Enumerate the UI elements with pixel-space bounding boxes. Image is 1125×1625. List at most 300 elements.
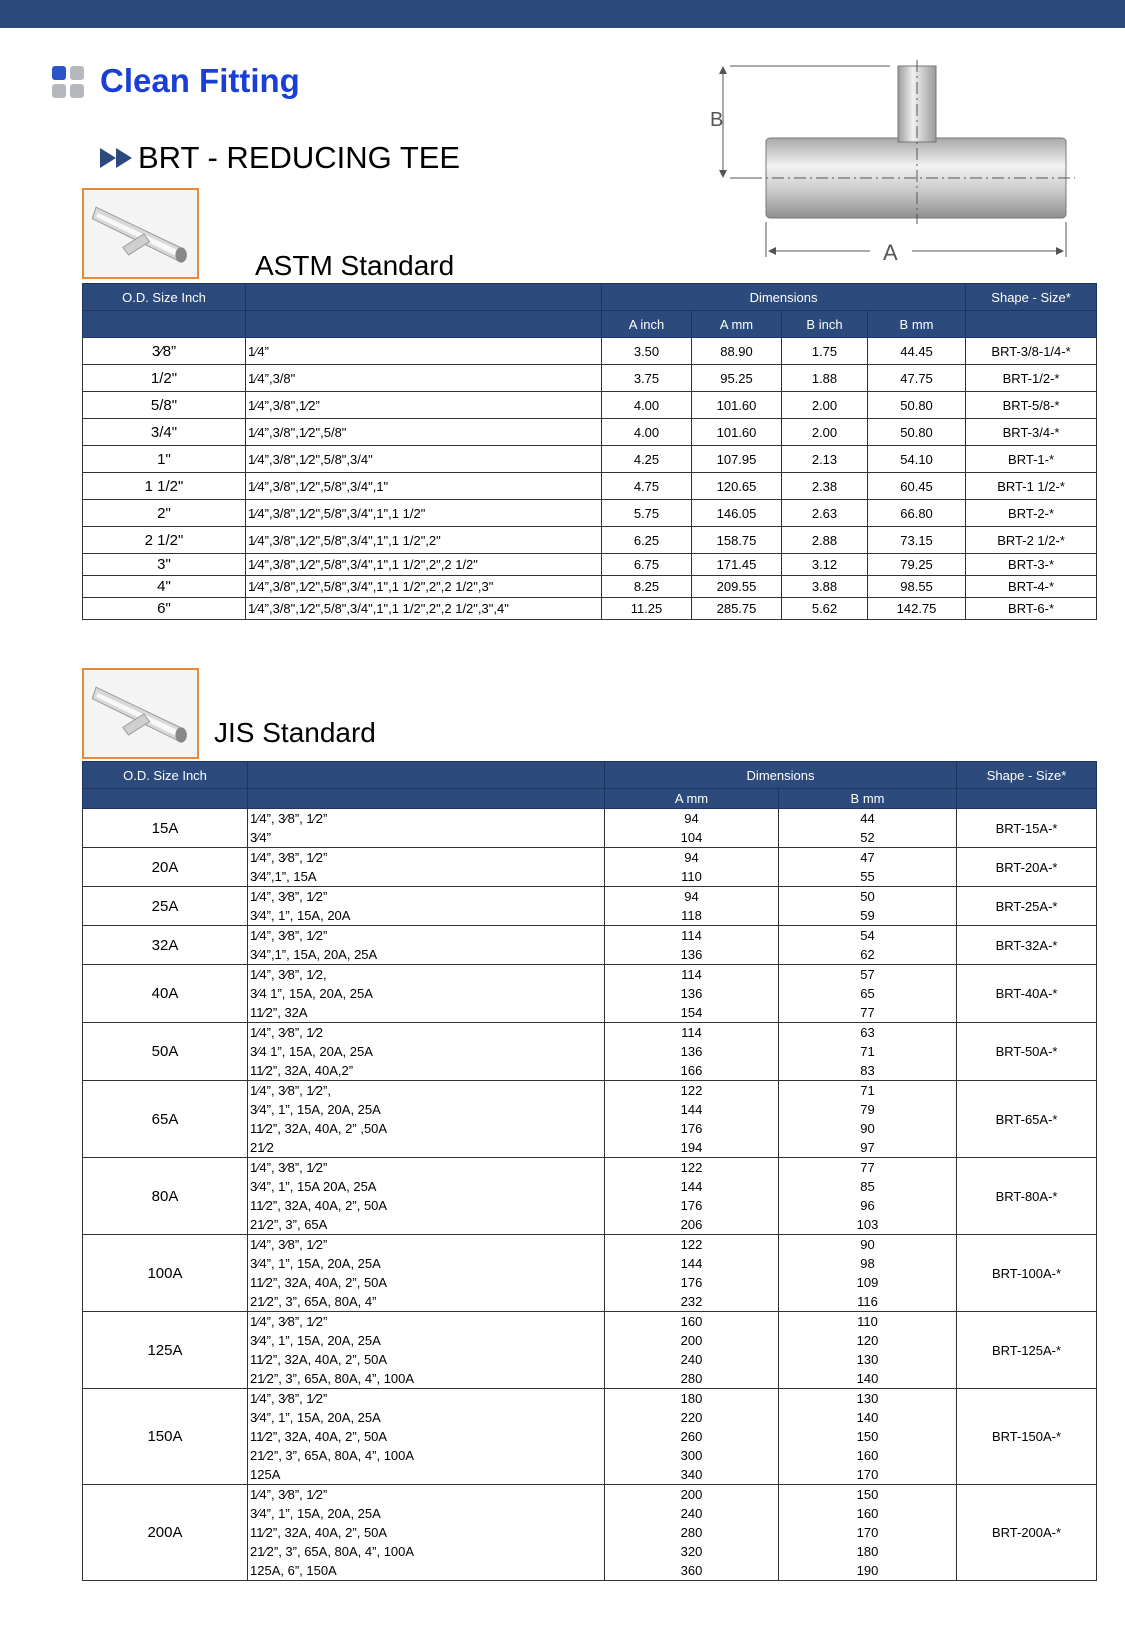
b-inch-cell: 1.75 bbox=[782, 338, 868, 365]
od-size-cell: 6" bbox=[83, 598, 246, 620]
b-mm-cell-line: 59 bbox=[860, 908, 875, 923]
b-mm-cell-line: 96 bbox=[860, 1198, 875, 1213]
branch-size-cell bbox=[248, 1023, 605, 1081]
b-mm-cell-line: 140 bbox=[856, 1410, 879, 1425]
b-mm-cell-line: 65 bbox=[860, 986, 875, 1001]
shape-size-cell: BRT-25A-* bbox=[957, 887, 1097, 926]
branch-size-cell-line: 11⁄2”, 32A bbox=[250, 1005, 308, 1020]
b-mm-cell-line: 116 bbox=[857, 1294, 878, 1309]
b-mm-cell: 54.10 bbox=[868, 446, 966, 473]
branch-size-cell-line: 3⁄4”, 1”, 15A, 20A, 25A bbox=[250, 1102, 381, 1117]
branch-size-cell-line: 21⁄2”, 3”, 65A bbox=[250, 1217, 328, 1232]
b-mm-cell-line: 71 bbox=[860, 1044, 875, 1059]
branch-size-cell-line: 3⁄4”, 1”, 15A, 20A, 25A bbox=[250, 1256, 381, 1271]
a-mm-cell bbox=[605, 887, 779, 926]
b-inch-header: B inch bbox=[782, 311, 868, 338]
b-mm-cell bbox=[779, 848, 957, 887]
b-mm-cell: 50.80 bbox=[868, 419, 966, 446]
b-mm-cell: 44.45 bbox=[868, 338, 966, 365]
a-mm-cell-line: 260 bbox=[680, 1429, 703, 1444]
branch-size-cell-line: 1⁄4”, 3⁄8”, 1⁄2” bbox=[250, 1314, 328, 1329]
shape-size-cell: BRT-1 1/2-* bbox=[966, 473, 1097, 500]
shape-size-cell: BRT-32A-* bbox=[957, 926, 1097, 965]
b-mm-cell-line: 170 bbox=[856, 1525, 879, 1540]
a-mm-cell-line: 320 bbox=[680, 1544, 703, 1559]
shape-size-cell: BRT-2-* bbox=[966, 500, 1097, 527]
branch-size-cell: 1⁄4”,3/8",1⁄2",5/8" bbox=[246, 419, 602, 446]
b-mm-cell bbox=[779, 1023, 957, 1081]
b-mm-cell bbox=[779, 1158, 957, 1235]
branch-size-cell-line: 11⁄2”, 32A, 40A, 2”, 50A bbox=[250, 1525, 388, 1540]
a-inch-cell: 4.25 bbox=[602, 446, 692, 473]
b-inch-cell: 2.63 bbox=[782, 500, 868, 527]
astm-header-row bbox=[83, 284, 1097, 311]
a-mm-cell-line: 122 bbox=[680, 1083, 703, 1098]
product-thumbnail-astm bbox=[82, 188, 199, 279]
double-arrow-icon bbox=[100, 146, 134, 170]
a-mm-cell-line: 220 bbox=[680, 1410, 703, 1425]
a-mm-cell bbox=[605, 1389, 779, 1485]
jis-subheader-row bbox=[83, 789, 1097, 809]
b-mm-cell-line: 170 bbox=[856, 1467, 879, 1482]
od-size-cell: 20A bbox=[83, 848, 248, 887]
od-size-cell: 2 1/2" bbox=[83, 527, 246, 554]
shape-size-cell: BRT-1-* bbox=[966, 446, 1097, 473]
branch-size-cell-line: 11⁄2”, 32A, 40A, 2” ,50A bbox=[250, 1121, 388, 1136]
a-mm-cell-line: 94 bbox=[684, 889, 699, 904]
branch-size-cell-line: 125A bbox=[250, 1467, 281, 1482]
branch-size-cell: 1⁄4”,3/8",1⁄2",5/8",3/4",1" bbox=[246, 473, 602, 500]
b-mm-cell bbox=[779, 887, 957, 926]
a-mm-cell: 209.55 bbox=[692, 576, 782, 598]
diagram-label-a: A bbox=[883, 240, 898, 265]
branch-size-cell bbox=[248, 926, 605, 965]
table-row bbox=[83, 392, 1097, 419]
b-mm-cell-line: 62 bbox=[860, 947, 875, 962]
branch-size-cell bbox=[248, 809, 605, 848]
a-mm-cell-line: 232 bbox=[680, 1294, 703, 1309]
table-row bbox=[83, 527, 1097, 554]
b-mm-cell-line: 103 bbox=[856, 1217, 879, 1232]
a-inch-cell: 3.50 bbox=[602, 338, 692, 365]
od-size-cell: 2" bbox=[83, 500, 246, 527]
branch-size-cell: 1⁄4”,3/8",1⁄2",5/8",3/4" bbox=[246, 446, 602, 473]
b-mm-cell-line: 83 bbox=[860, 1063, 875, 1078]
branch-size-cell-line: 3⁄4”, 1”, 15A, 20A, 25A bbox=[250, 1333, 381, 1348]
a-mm-cell-line: 200 bbox=[680, 1333, 703, 1348]
a-mm-cell-line: 176 bbox=[680, 1121, 703, 1136]
tee-dimension-diagram bbox=[710, 52, 1090, 277]
table-row bbox=[83, 500, 1097, 527]
a-mm-cell-line: 136 bbox=[680, 947, 703, 962]
a-mm-cell: 171.45 bbox=[692, 554, 782, 576]
a-mm-cell bbox=[605, 1485, 779, 1581]
b-mm-cell-line: 85 bbox=[860, 1179, 875, 1194]
branch-size-cell bbox=[248, 1081, 605, 1158]
branch-size-cell-line: 11⁄2”, 32A, 40A, 2”, 50A bbox=[250, 1275, 388, 1290]
shape-size-cell: BRT-40A-* bbox=[957, 965, 1097, 1023]
branch-size-cell-line: 1⁄4”, 3⁄8”, 1⁄2 bbox=[250, 1025, 323, 1040]
a-mm-cell-line: 176 bbox=[680, 1275, 703, 1290]
b-mm-cell bbox=[779, 1485, 957, 1581]
a-inch-cell: 4.00 bbox=[602, 392, 692, 419]
branch-size-cell bbox=[248, 1485, 605, 1581]
od-size-cell: 3⁄8” bbox=[83, 338, 246, 365]
a-inch-cell: 4.00 bbox=[602, 419, 692, 446]
b-inch-cell: 3.88 bbox=[782, 576, 868, 598]
branch-size-cell bbox=[248, 1158, 605, 1235]
a-mm-cell-line: 240 bbox=[680, 1506, 703, 1521]
b-inch-cell: 3.12 bbox=[782, 554, 868, 576]
table-row bbox=[83, 1158, 1097, 1235]
b-mm-cell bbox=[779, 926, 957, 965]
b-mm-cell-line: 71 bbox=[860, 1083, 875, 1098]
shape-size-cell: BRT-125A-* bbox=[957, 1312, 1097, 1389]
a-mm-cell: 95.25 bbox=[692, 365, 782, 392]
od-size-cell: 100A bbox=[83, 1235, 248, 1312]
b-mm-cell-line: 77 bbox=[860, 1160, 875, 1175]
b-mm-header: B mm bbox=[779, 789, 957, 809]
b-mm-cell: 142.75 bbox=[868, 598, 966, 620]
a-mm-header: A mm bbox=[692, 311, 782, 338]
b-mm-cell-line: 130 bbox=[856, 1352, 879, 1367]
a-mm-cell-line: 280 bbox=[680, 1525, 703, 1540]
od-size-cell: 1" bbox=[83, 446, 246, 473]
branch-size-cell: 1⁄4”,3/8",1⁄2",5/8",3/4",1",1 1/2",2",2 1/2",3" bbox=[246, 576, 602, 598]
table-row bbox=[83, 338, 1097, 365]
branch-size-cell bbox=[248, 848, 605, 887]
a-mm-cell bbox=[605, 965, 779, 1023]
b-mm-cell bbox=[779, 1312, 957, 1389]
shape-size-cell: BRT-3-* bbox=[966, 554, 1097, 576]
table-row bbox=[83, 1023, 1097, 1081]
od-size-header: O.D. Size Inch bbox=[83, 762, 248, 789]
table-row bbox=[83, 809, 1097, 848]
a-mm-cell bbox=[605, 1235, 779, 1312]
a-inch-cell: 6.75 bbox=[602, 554, 692, 576]
b-mm-header: B mm bbox=[868, 311, 966, 338]
a-mm-cell: 158.75 bbox=[692, 527, 782, 554]
branch-size-cell: 1⁄4”,3/8",1⁄2",5/8",3/4",1",1 1/2",2",2 1/2" bbox=[246, 554, 602, 576]
branch-size-cell-line: 3⁄4”,1”, 15A bbox=[250, 869, 317, 884]
astm-subheader-row bbox=[83, 311, 1097, 338]
od-size-cell: 3/4" bbox=[83, 419, 246, 446]
branch-size-cell bbox=[248, 887, 605, 926]
branch-size-cell: 1⁄4”,3/8",1⁄2",5/8",3/4",1",1 1/2" bbox=[246, 500, 602, 527]
branch-size-cell: 1⁄4”,3/8",1⁄2",5/8",3/4",1",1 1/2",2" bbox=[246, 527, 602, 554]
b-inch-cell: 2.00 bbox=[782, 392, 868, 419]
branch-size-cell: 1⁄4”,3/8",1⁄2” bbox=[246, 392, 602, 419]
a-mm-cell-line: 300 bbox=[680, 1448, 703, 1463]
a-mm-cell-line: 122 bbox=[680, 1237, 703, 1252]
a-mm-cell-line: 180 bbox=[680, 1391, 703, 1406]
shape-size-cell: BRT-65A-* bbox=[957, 1081, 1097, 1158]
shape-size-cell: BRT-50A-* bbox=[957, 1023, 1097, 1081]
table-row bbox=[83, 1235, 1097, 1312]
a-mm-cell-line: 94 bbox=[684, 811, 699, 826]
b-mm-cell-line: 150 bbox=[856, 1487, 879, 1502]
shape-size-cell: BRT-200A-* bbox=[957, 1485, 1097, 1581]
branch-size-cell-line: 1⁄4”, 3⁄8”, 1⁄2” bbox=[250, 1391, 328, 1406]
table-row bbox=[83, 887, 1097, 926]
b-mm-cell-line: 190 bbox=[856, 1563, 879, 1578]
a-mm-cell: 107.95 bbox=[692, 446, 782, 473]
od-size-cell: 3" bbox=[83, 554, 246, 576]
shape-size-cell: BRT-15A-* bbox=[957, 809, 1097, 848]
b-inch-cell: 2.38 bbox=[782, 473, 868, 500]
shape-size-header: Shape - Size* bbox=[966, 284, 1097, 311]
b-mm-cell-line: 52 bbox=[860, 830, 875, 845]
jis-dimension-table bbox=[82, 761, 1097, 1581]
od-size-cell: 15A bbox=[83, 809, 248, 848]
top-banner bbox=[0, 0, 1125, 28]
a-mm-cell-line: 154 bbox=[680, 1005, 703, 1020]
branch-size-cell-line: 1⁄4”, 3⁄8”, 1⁄2” bbox=[250, 889, 328, 904]
b-inch-cell: 2.88 bbox=[782, 527, 868, 554]
b-mm-cell bbox=[779, 1235, 957, 1312]
od-size-cell: 25A bbox=[83, 887, 248, 926]
product-title-text: BRT - REDUCING TEE bbox=[138, 140, 461, 175]
a-mm-cell-line: 144 bbox=[680, 1256, 703, 1271]
branch-size-cell: 1⁄4”,3/8" bbox=[246, 365, 602, 392]
shape-size-cell: BRT-20A-* bbox=[957, 848, 1097, 887]
table-row bbox=[83, 1485, 1097, 1581]
a-mm-cell bbox=[605, 926, 779, 965]
a-mm-header: A mm bbox=[605, 789, 779, 809]
a-mm-cell: 101.60 bbox=[692, 392, 782, 419]
od-size-cell: 1 1/2" bbox=[83, 473, 246, 500]
b-mm-cell: 79.25 bbox=[868, 554, 966, 576]
b-mm-cell-line: 130 bbox=[856, 1391, 879, 1406]
a-mm-cell-line: 114 bbox=[681, 967, 702, 982]
od-size-cell: 32A bbox=[83, 926, 248, 965]
table-row bbox=[83, 554, 1097, 576]
a-inch-cell: 4.75 bbox=[602, 473, 692, 500]
a-mm-cell-line: 360 bbox=[680, 1563, 703, 1578]
a-inch-header: A inch bbox=[602, 311, 692, 338]
b-mm-cell-line: 47 bbox=[860, 850, 875, 865]
branch-size-cell bbox=[248, 965, 605, 1023]
a-mm-cell-line: 206 bbox=[680, 1217, 703, 1232]
shape-size-cell: BRT-3/4-* bbox=[966, 419, 1097, 446]
astm-dimension-table bbox=[82, 283, 1097, 620]
a-mm-cell-line: 110 bbox=[681, 869, 702, 884]
b-mm-cell bbox=[779, 809, 957, 848]
b-mm-cell-line: 54 bbox=[860, 928, 875, 943]
b-mm-cell-line: 44 bbox=[860, 811, 875, 826]
branch-size-cell-line: 3⁄4” bbox=[250, 830, 271, 845]
branch-size-cell-line: 11⁄2”, 32A, 40A, 2”, 50A bbox=[250, 1198, 388, 1213]
branch-size-cell bbox=[248, 1312, 605, 1389]
a-mm-cell-line: 194 bbox=[680, 1140, 703, 1155]
table-row bbox=[83, 446, 1097, 473]
table-row bbox=[83, 576, 1097, 598]
b-mm-cell-line: 97 bbox=[860, 1140, 875, 1155]
a-mm-cell-line: 144 bbox=[680, 1179, 703, 1194]
branch-size-cell-line: 21⁄2”, 3”, 65A, 80A, 4”, 100A bbox=[250, 1544, 415, 1559]
table-row bbox=[83, 598, 1097, 620]
a-mm-cell bbox=[605, 1158, 779, 1235]
od-size-cell: 1/2" bbox=[83, 365, 246, 392]
dimensions-header: Dimensions bbox=[602, 284, 966, 311]
jis-standard-title: JIS Standard bbox=[214, 717, 376, 748]
branch-size-cell bbox=[248, 1389, 605, 1485]
dimensions-header: Dimensions bbox=[605, 762, 957, 789]
branch-size-cell-line: 3⁄4 1”, 15A, 20A, 25A bbox=[250, 1044, 373, 1059]
b-inch-cell: 5.62 bbox=[782, 598, 868, 620]
b-mm-cell-line: 79 bbox=[860, 1102, 875, 1117]
shape-size-cell: BRT-2 1/2-* bbox=[966, 527, 1097, 554]
branch-size-cell-line: 21⁄2”, 3”, 65A, 80A, 4”, 100A bbox=[250, 1448, 415, 1463]
branch-size-cell-line: 1⁄4”, 3⁄8”, 1⁄2” bbox=[250, 1160, 328, 1175]
branch-size-cell-line: 3⁄4 1”, 15A, 20A, 25A bbox=[250, 986, 373, 1001]
a-mm-cell bbox=[605, 1312, 779, 1389]
branch-size-cell-line: 1⁄4”, 3⁄8”, 1⁄2, bbox=[250, 967, 327, 982]
b-mm-cell-line: 90 bbox=[860, 1237, 875, 1252]
a-mm-cell bbox=[605, 848, 779, 887]
od-size-header: O.D. Size Inch bbox=[83, 284, 246, 311]
astm-standard-title: ASTM Standard bbox=[255, 250, 455, 281]
b-mm-cell-line: 77 bbox=[860, 1005, 875, 1020]
a-inch-cell: 6.25 bbox=[602, 527, 692, 554]
a-mm-cell: 88.90 bbox=[692, 338, 782, 365]
branch-size-cell-line: 21⁄2”, 3”, 65A, 80A, 4” bbox=[250, 1294, 377, 1309]
branch-size-cell bbox=[248, 1235, 605, 1312]
b-mm-cell bbox=[779, 965, 957, 1023]
shape-size-header: Shape - Size* bbox=[957, 762, 1097, 789]
a-mm-cell: 120.65 bbox=[692, 473, 782, 500]
table-row bbox=[83, 419, 1097, 446]
a-mm-cell-line: 200 bbox=[680, 1487, 703, 1502]
shape-size-cell: BRT-5/8-* bbox=[966, 392, 1097, 419]
branch-size-cell: 1⁄4” bbox=[246, 338, 602, 365]
shape-size-cell: BRT-150A-* bbox=[957, 1389, 1097, 1485]
branch-size-cell-line: 1⁄4”, 3⁄8”, 1⁄2”, bbox=[250, 1083, 331, 1098]
table-row bbox=[83, 1081, 1097, 1158]
a-mm-cell-line: 118 bbox=[681, 908, 702, 923]
od-size-cell: 50A bbox=[83, 1023, 248, 1081]
b-inch-cell: 2.00 bbox=[782, 419, 868, 446]
a-mm-cell-line: 280 bbox=[680, 1371, 703, 1386]
b-mm-cell-line: 120 bbox=[856, 1333, 879, 1348]
a-mm-cell-line: 114 bbox=[681, 928, 702, 943]
section-title: Clean Fitting bbox=[100, 62, 300, 99]
b-mm-cell-line: 63 bbox=[860, 1025, 875, 1040]
table-row bbox=[83, 926, 1097, 965]
table-row bbox=[83, 1389, 1097, 1485]
a-mm-cell-line: 94 bbox=[684, 850, 699, 865]
od-size-cell: 125A bbox=[83, 1312, 248, 1389]
shape-size-cell: BRT-100A-* bbox=[957, 1235, 1097, 1312]
branch-size-cell-line: 1⁄4”, 3⁄8”, 1⁄2” bbox=[250, 850, 328, 865]
b-inch-cell: 1.88 bbox=[782, 365, 868, 392]
table-row bbox=[83, 965, 1097, 1023]
branch-size-cell-line: 3⁄4”, 1”, 15A, 20A, 25A bbox=[250, 1506, 381, 1521]
od-size-cell: 200A bbox=[83, 1485, 248, 1581]
a-mm-cell-line: 240 bbox=[680, 1352, 703, 1367]
b-mm-cell: 50.80 bbox=[868, 392, 966, 419]
a-mm-cell bbox=[605, 1023, 779, 1081]
b-mm-cell: 60.45 bbox=[868, 473, 966, 500]
b-mm-cell-line: 50 bbox=[860, 889, 875, 904]
branch-size-cell-line: 3⁄4”, 1”, 15A 20A, 25A bbox=[250, 1179, 377, 1194]
b-mm-cell-line: 98 bbox=[860, 1256, 875, 1271]
a-mm-cell-line: 176 bbox=[680, 1198, 703, 1213]
b-mm-cell-line: 160 bbox=[856, 1448, 879, 1463]
b-mm-cell-line: 110 bbox=[857, 1314, 878, 1329]
branch-size-cell-line: 3⁄4”, 1”, 15A, 20A, 25A bbox=[250, 1410, 381, 1425]
a-mm-cell bbox=[605, 1081, 779, 1158]
b-mm-cell-line: 180 bbox=[856, 1544, 879, 1559]
branch-size-cell-line: 3⁄4”,1”, 15A, 20A, 25A bbox=[250, 947, 378, 962]
od-size-cell: 4" bbox=[83, 576, 246, 598]
a-mm-cell-line: 104 bbox=[680, 830, 703, 845]
shape-size-cell: BRT-80A-* bbox=[957, 1158, 1097, 1235]
branch-size-cell-line: 11⁄2”, 32A, 40A,2” bbox=[250, 1063, 354, 1078]
a-inch-cell: 5.75 bbox=[602, 500, 692, 527]
table-row bbox=[83, 365, 1097, 392]
a-inch-cell: 8.25 bbox=[602, 576, 692, 598]
branch-size-cell-line: 3⁄4”, 1”, 15A, 20A bbox=[250, 908, 351, 923]
b-mm-cell-line: 90 bbox=[860, 1121, 875, 1136]
b-mm-cell bbox=[779, 1389, 957, 1485]
od-size-cell: 40A bbox=[83, 965, 248, 1023]
b-mm-cell: 98.55 bbox=[868, 576, 966, 598]
product-thumbnail-jis bbox=[82, 668, 199, 759]
b-mm-cell-line: 55 bbox=[860, 869, 875, 884]
a-mm-cell-line: 122 bbox=[680, 1160, 703, 1175]
a-mm-cell-line: 144 bbox=[680, 1102, 703, 1117]
b-mm-cell: 47.75 bbox=[868, 365, 966, 392]
b-mm-cell: 73.15 bbox=[868, 527, 966, 554]
a-mm-cell-line: 340 bbox=[680, 1467, 703, 1482]
branch-size-cell-line: 21⁄2 bbox=[250, 1140, 274, 1155]
b-mm-cell-line: 109 bbox=[856, 1275, 879, 1290]
b-mm-cell-line: 140 bbox=[856, 1371, 879, 1386]
branch-size-cell-line: 1⁄4”, 3⁄8”, 1⁄2” bbox=[250, 1487, 328, 1502]
diagram-label-b: B bbox=[710, 109, 724, 131]
a-mm-cell-line: 166 bbox=[680, 1063, 703, 1078]
a-mm-cell-line: 114 bbox=[681, 1025, 702, 1040]
a-mm-cell: 101.60 bbox=[692, 419, 782, 446]
a-mm-cell-line: 160 bbox=[680, 1314, 703, 1329]
grid-icon bbox=[52, 66, 86, 100]
branch-size-cell-line: 1⁄4”, 3⁄8”, 1⁄2” bbox=[250, 811, 328, 826]
b-mm-cell-line: 150 bbox=[856, 1429, 879, 1444]
shape-size-cell: BRT-6-* bbox=[966, 598, 1097, 620]
a-mm-cell: 146.05 bbox=[692, 500, 782, 527]
branch-size-cell: 1⁄4”,3/8",1⁄2",5/8",3/4",1",1 1/2",2",2 1/2",3",4" bbox=[246, 598, 602, 620]
a-mm-cell-line: 136 bbox=[680, 986, 703, 1001]
od-size-cell: 150A bbox=[83, 1389, 248, 1485]
branch-size-cell-line: 11⁄2”, 32A, 40A, 2”, 50A bbox=[250, 1352, 388, 1367]
od-size-cell: 80A bbox=[83, 1158, 248, 1235]
table-row bbox=[83, 848, 1097, 887]
table-row bbox=[83, 1312, 1097, 1389]
branch-size-cell-line: 1⁄4”, 3⁄8”, 1⁄2” bbox=[250, 928, 328, 943]
od-size-cell: 65A bbox=[83, 1081, 248, 1158]
branch-size-cell-line: 21⁄2”, 3”, 65A, 80A, 4”, 100A bbox=[250, 1371, 415, 1386]
shape-size-cell: BRT-1/2-* bbox=[966, 365, 1097, 392]
b-mm-cell bbox=[779, 1081, 957, 1158]
shape-size-cell: BRT-4-* bbox=[966, 576, 1097, 598]
a-mm-cell bbox=[605, 809, 779, 848]
b-mm-cell: 66.80 bbox=[868, 500, 966, 527]
b-mm-cell-line: 57 bbox=[860, 967, 875, 982]
branch-size-cell-line: 11⁄2”, 32A, 40A, 2”, 50A bbox=[250, 1429, 388, 1444]
od-size-cell: 5/8" bbox=[83, 392, 246, 419]
branch-size-cell-line: 1⁄4”, 3⁄8”, 1⁄2” bbox=[250, 1237, 328, 1252]
